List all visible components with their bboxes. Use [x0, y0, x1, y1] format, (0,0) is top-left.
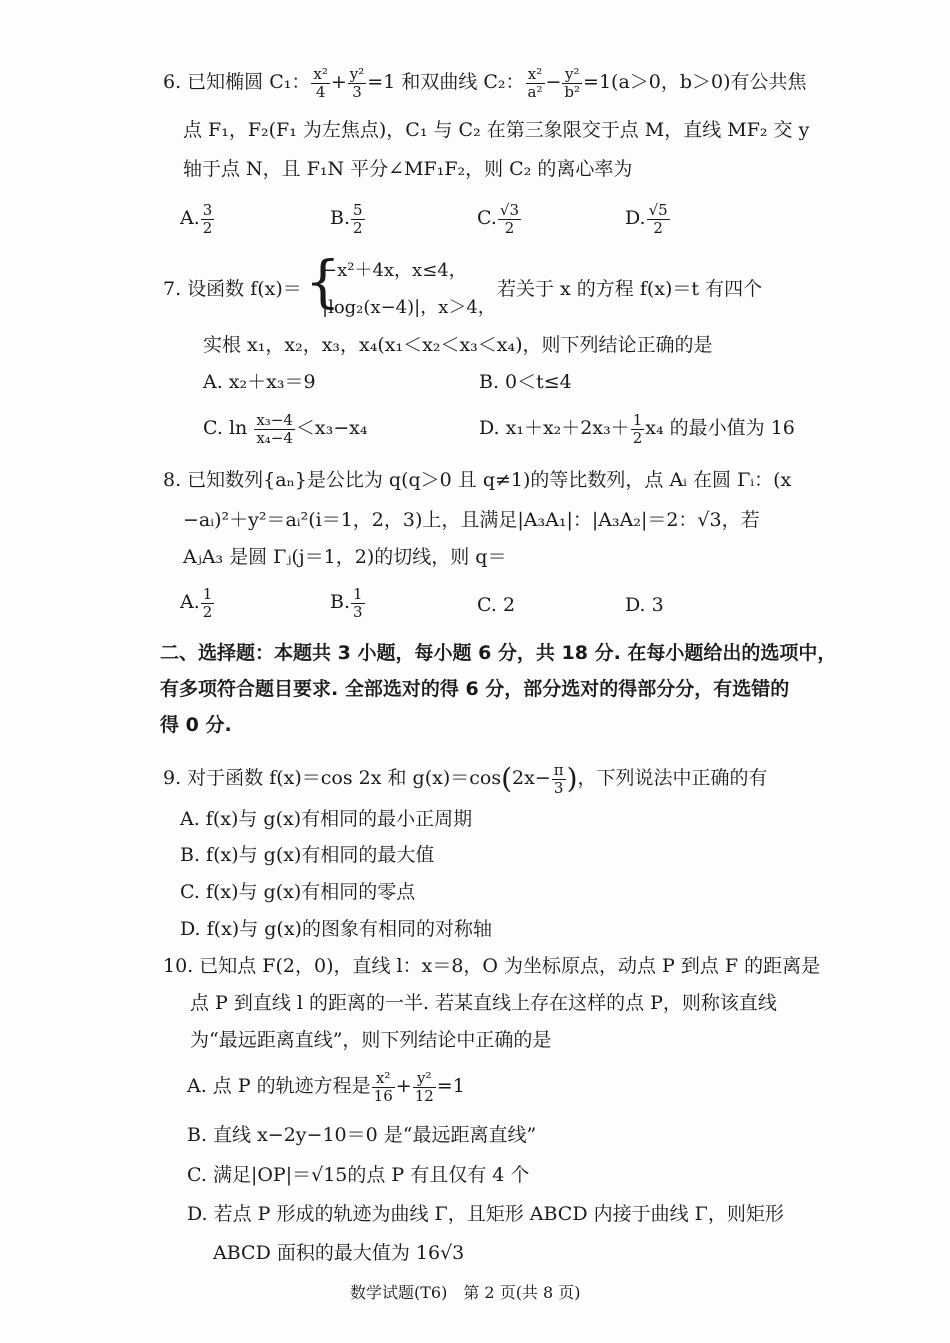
option-label: C.: [477, 207, 497, 229]
num: √5: [648, 201, 668, 219]
q6-line1: [163, 66, 807, 100]
option-label: D.: [625, 207, 646, 229]
option-label: B.: [330, 591, 351, 613]
fraction: [311, 66, 329, 100]
q7-tail: 若关于 x 的方程 f(x)＝t 有四个: [497, 278, 763, 300]
q8-option-c: C. 2: [477, 594, 516, 616]
q8-option-a: [180, 586, 215, 620]
q6-text: 6. 已知椭圆 C₁：: [163, 71, 311, 93]
q6-line2: 点 F₁，F₂(F₁ 为左焦点)，C₁ 与 C₂ 在第三象限交于点 M，直线 MF₂ 交 y: [183, 119, 810, 141]
num: x²: [372, 1070, 395, 1088]
section-2-line3: 得 0 分.: [160, 714, 232, 736]
num: 1: [632, 411, 643, 429]
q10-line2: 点 P 到直线 l 的距离的一半. 若某直线上存在这样的点 P，则称该直线: [190, 992, 777, 1014]
q9-text: ，下列说法中正确的有: [577, 767, 768, 789]
fraction: [647, 202, 670, 236]
den: 12: [414, 1086, 434, 1105]
q7-case2: |log₂(x−4)|，x＞4，: [322, 297, 496, 318]
fraction: [552, 762, 566, 796]
q8-line2: −aᵢ)²＋y²＝aᵢ²(i＝1，2，3)上，且满足|A₃A₁|：|A₃A₂|＝2：√3，若: [183, 509, 760, 531]
den: 2: [653, 218, 663, 237]
q9-text: 2x−: [512, 767, 551, 789]
q7-line2: 实根 x₁，x₂，x₃，x₄(x₁＜x₂＜x₃＜x₄)，则下列结论正确的是: [203, 334, 713, 356]
den: x₄−4: [256, 428, 293, 447]
den: 4: [315, 82, 326, 101]
num: y²: [562, 66, 582, 84]
num: x²: [313, 65, 328, 83]
q10-option-d-line2: ABCD 面积的最大值为 16√3: [213, 1242, 465, 1264]
q7-option-a: A. x₂＋x₃＝9: [203, 371, 316, 393]
fraction: [526, 66, 545, 100]
fraction: [413, 1070, 436, 1104]
option-text: A. 点 P 的轨迹方程是: [187, 1075, 371, 1097]
fraction: [498, 202, 521, 236]
q7-case1: −x²＋4x，x≤4，: [322, 260, 467, 281]
den: 2: [632, 428, 643, 447]
q6-text: =1 和双曲线 C₂：: [367, 71, 525, 93]
den: 3: [352, 82, 362, 101]
piecewise-brace: {: [305, 250, 341, 315]
section-2-line1: 二、选择题：本题共 3 小题，每小题 6 分，共 18 分. 在每小题给出的选项中，: [160, 642, 837, 664]
num: y²: [349, 65, 365, 83]
q8-line3: AⱼA₃ 是圆 Γⱼ(j＝1，2)的切线，则 q＝: [183, 546, 507, 568]
den: b²: [564, 82, 581, 101]
q6-option-a: [180, 202, 215, 236]
fraction: [201, 586, 215, 620]
q7-option-d: [479, 412, 795, 446]
q7-option-b: B. 0＜t≤4: [479, 371, 572, 393]
q6-line3: 轴于点 N，且 F₁N 平分∠MF₁F₂，则 C₂ 的离心率为: [183, 158, 633, 180]
q10-option-b: B. 直线 x−2y−10＝0 是“最远距离直线”: [187, 1124, 537, 1146]
q7-head: 7. 设函数 f(x)＝: [163, 278, 302, 300]
q10-line3: 为“最远距离直线”，则下列结论中正确的是: [190, 1029, 552, 1051]
fraction: [631, 412, 645, 446]
num: 5: [353, 201, 363, 219]
fraction: [372, 1070, 395, 1104]
fraction: [201, 202, 215, 236]
option-label: B.: [330, 207, 351, 229]
den: 2: [504, 218, 515, 237]
q6-option-c: [477, 202, 522, 236]
q7-option-c: [203, 412, 368, 446]
num: x²: [526, 66, 545, 84]
den: 16: [373, 1086, 393, 1105]
fraction: [351, 586, 365, 620]
section-2-line2: 有多项符合题目要求. 全部选对的得 6 分，部分选对的得部分分，有选错的: [160, 678, 790, 700]
q10-option-d-line1: D. 若点 P 形成的轨迹为曲线 Γ，且矩形 ABCD 内接于曲线 Γ，则矩形: [187, 1203, 784, 1225]
q6-text: =1(a＞0，b＞0)有公共焦: [583, 71, 807, 93]
fraction: [254, 412, 295, 446]
den: 3: [353, 602, 363, 621]
q9-stem: [163, 762, 768, 796]
paren: ): [566, 762, 578, 795]
paren: (: [501, 762, 513, 795]
den: 3: [553, 778, 564, 797]
fraction: [562, 66, 582, 100]
option-label: A.: [180, 207, 200, 229]
q6-option-d: [625, 202, 671, 236]
q9-option-d: D. f(x)与 g(x)的图象有相同的对称轴: [180, 918, 492, 940]
option-text: x₄ 的最小值为 16: [645, 417, 795, 439]
q9-option-a: A. f(x)与 g(x)有相同的最小正周期: [180, 808, 473, 830]
op: +: [395, 1075, 412, 1097]
num: 1: [202, 585, 213, 603]
fraction: [351, 202, 365, 236]
option-text: =1: [436, 1075, 465, 1097]
den: a²: [527, 82, 543, 101]
q9-text: 9. 对于函数 f(x)＝cos 2x 和 g(x)＝cos: [163, 767, 502, 789]
q10-line1: 10. 已知点 F(2，0)，直线 l：x＝8，O 为坐标原点，动点 P 到点 F 的距离是: [163, 955, 821, 977]
num: 3: [202, 201, 213, 219]
option-text: C. ln: [203, 417, 248, 439]
op: +: [330, 71, 347, 93]
page-footer: 数学试题(T6) 第 2 页(共 8 页): [350, 1283, 581, 1302]
q6-option-b: [330, 202, 366, 236]
num: x₃−4: [256, 411, 293, 429]
option-text: D. x₁＋x₂＋2x₃＋: [479, 417, 630, 439]
q9-option-b: B. f(x)与 g(x)有相同的最大值: [180, 844, 435, 866]
num: 1: [353, 585, 363, 603]
option-text: ＜x₃−x₄: [295, 417, 368, 439]
den: 2: [202, 602, 213, 621]
num: π: [553, 761, 564, 779]
q10-option-a: [187, 1070, 465, 1104]
q9-option-c: C. f(x)与 g(x)有相同的零点: [180, 881, 416, 903]
den: 2: [202, 218, 213, 237]
q8-line1: 8. 已知数列{aₙ}是公比为 q(q＞0 且 q≠1)的等比数列，点 Aᵢ 在圆 Γᵢ：(x: [163, 469, 792, 491]
q8-option-d: D. 3: [625, 594, 664, 616]
op: −: [545, 71, 562, 93]
num: y²: [413, 1070, 436, 1088]
q8-option-b: [330, 586, 366, 620]
den: 2: [353, 218, 363, 237]
num: √3: [499, 201, 520, 219]
q10-option-c: C. 满足|OP|＝√15的点 P 有且仅有 4 个: [187, 1164, 530, 1186]
fraction: [348, 66, 367, 100]
option-label: A.: [180, 591, 200, 613]
